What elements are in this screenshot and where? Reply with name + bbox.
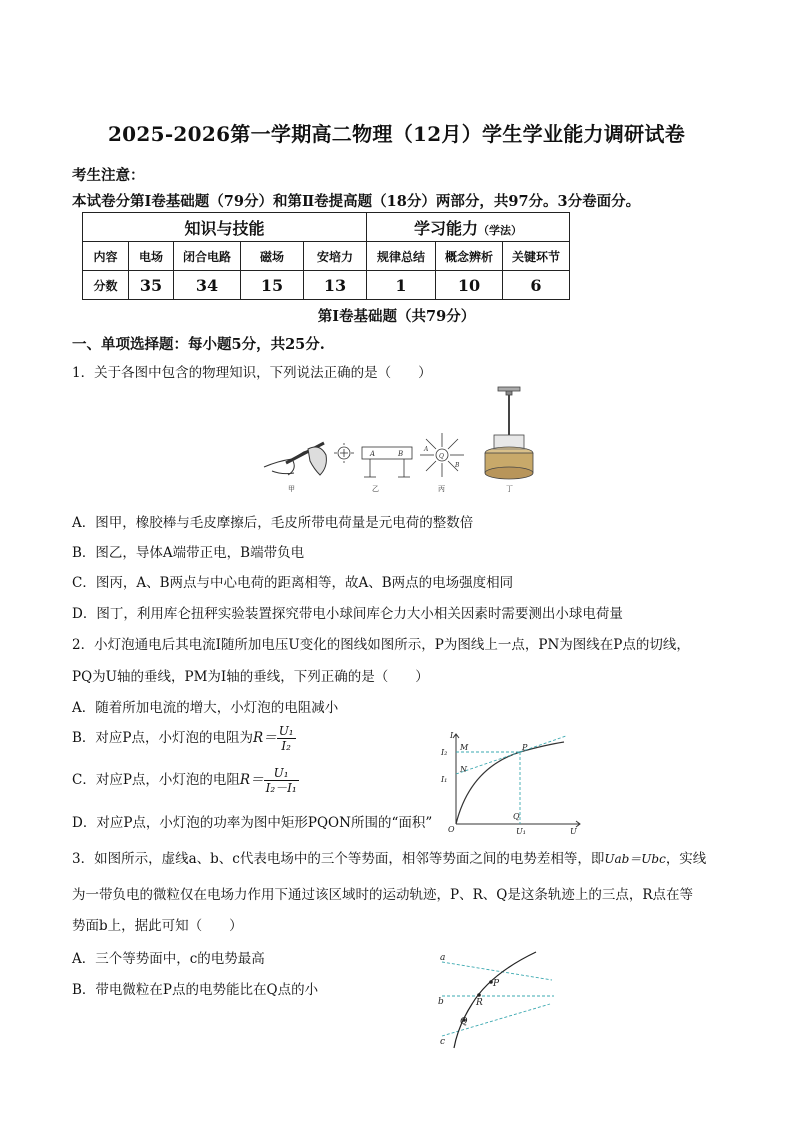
q3-stem-line2: 为一带负电的微粒仅在电场力作用下通过该区域时的运动轨迹，P、R、Q是这条轨迹上的三点，R点在等	[72, 887, 693, 903]
q1-stem: 1．关于各图中包含的物理知识，下列说法正确的是（ ）	[72, 365, 432, 381]
q1-option-c: C．图丙，A、B两点与中心电荷的距离相等，故A、B两点的电场强度相同	[72, 575, 514, 591]
col-header: 安培力	[304, 242, 367, 271]
fig-label-bing: 丙	[438, 485, 445, 493]
svg-text:A: A	[424, 446, 429, 453]
svg-text:O: O	[448, 825, 455, 834]
q1-option-d: D．图丁，利用库仑扭秤实验装置探究带电小球间库仑力大小相关因素时需要测出小球电荷量	[72, 606, 623, 622]
svg-text:U: U	[570, 827, 577, 836]
svg-text:U₁: U₁	[516, 827, 526, 836]
q1-figures	[258, 383, 548, 495]
svg-text:a: a	[440, 953, 446, 963]
fig-label-jia: 甲	[288, 485, 295, 493]
svg-text:P: P	[493, 979, 500, 989]
svg-text:P: P	[522, 743, 528, 752]
q2-option-d: D．对应P点，小灯泡的功率为图中矩形PQON所围的“面积”	[72, 815, 433, 831]
q2-stem-line1: 2．小灯泡通电后其电流I随所加电压U变化的图线如图所示，P为图线上一点，PN为图线在P点的切线，	[72, 637, 690, 653]
svg-text:I₂: I₂	[441, 748, 448, 757]
q1-option-b: B．图乙，导体A端带正电，B端带负电	[72, 545, 305, 561]
col-header: 概念辨析	[436, 242, 503, 271]
svg-text:c: c	[440, 1037, 446, 1047]
q3-stem-line1: 3．如图所示，虚线a、b、c代表电场中的三个等势面，相邻等势面之间的电势差相等，即Uab＝Ubc，实线	[72, 851, 707, 867]
figure-yi	[334, 443, 412, 477]
svg-text:Q: Q	[439, 453, 444, 460]
figure-ding	[485, 387, 533, 479]
content-label: 内容	[83, 242, 129, 271]
svg-text:I₁: I₁	[441, 775, 448, 784]
section1-title: 一、单项选择题：每小题5分，共25分.	[72, 336, 325, 353]
svg-text:Q: Q	[460, 1017, 468, 1027]
score-cell: 34	[174, 271, 241, 300]
part1-title: 第Ⅰ卷基础题（共79分）	[317, 308, 476, 325]
col-header: 闭合电路	[174, 242, 241, 271]
score-table	[82, 212, 570, 300]
score-cell: 13	[304, 271, 367, 300]
group-knowledge: 知识与技能	[83, 213, 367, 242]
score-cell: 10	[436, 271, 503, 300]
q3-option-b: B．带电微粒在P点的电势能比在Q点的小	[72, 982, 319, 998]
page-title: 2025-2026第一学期高二物理（12月）学生学业能力调研试卷	[107, 122, 686, 146]
score-label: 分数	[83, 271, 129, 300]
q2-iu-graph	[440, 728, 590, 836]
score-cell: 15	[241, 271, 304, 300]
svg-text:A: A	[370, 450, 376, 458]
svg-text:B: B	[398, 450, 404, 458]
svg-text:R: R	[476, 998, 483, 1008]
svg-text:B: B	[455, 462, 460, 469]
col-header: 关键环节	[503, 242, 570, 271]
col-header: 磁场	[241, 242, 304, 271]
score-cell: 35	[129, 271, 174, 300]
figure-jia	[264, 443, 326, 475]
q2-option-a: A．随着所加电流的增大，小灯泡的电阻减小	[72, 700, 339, 716]
svg-text:N: N	[460, 765, 467, 774]
score-cell: 6	[503, 271, 570, 300]
notice-text: 本试卷分第Ⅰ卷基础题（79分）和第Ⅱ卷提高题（18分）两部分，共97分。3分卷面分。	[72, 193, 641, 210]
svg-text:M: M	[460, 743, 469, 752]
col-header: 规律总结	[367, 242, 436, 271]
q3-equipotential-graph	[430, 948, 560, 1050]
svg-text:I: I	[450, 731, 454, 740]
q3-option-a: A．三个等势面中，c的电势最高	[72, 951, 265, 967]
group-ability: 学习能力（学法）	[367, 213, 570, 242]
q2-option-c: C．对应P点，小灯泡的电阻R＝ $\frac{\text{U₁}}{\text{I₂－I₁}}$	[72, 766, 297, 795]
col-header: 电场	[129, 242, 174, 271]
q2-stem-line2: PQ为U轴的垂线，PM为I轴的垂线，下列正确的是（ ）	[72, 669, 429, 685]
q1-option-a: A．图甲，橡胶棒与毛皮摩擦后，毛皮所带电荷量是元电荷的整数倍	[72, 515, 474, 531]
notice-heading: 考生注意：	[72, 167, 145, 184]
q3-stem-line3: 势面b上，据此可知（ ）	[72, 918, 243, 934]
fig-label-ding: 丁	[506, 485, 513, 493]
fig-label-yi: 乙	[372, 485, 379, 493]
svg-text:b: b	[438, 997, 444, 1007]
score-cell: 1	[367, 271, 436, 300]
q2-option-b: B．对应P点，小灯泡的电阻为R＝ $\frac{\text{U₁}}{\text{I₂}}$	[72, 724, 294, 753]
svg-text:Q: Q	[513, 812, 520, 821]
